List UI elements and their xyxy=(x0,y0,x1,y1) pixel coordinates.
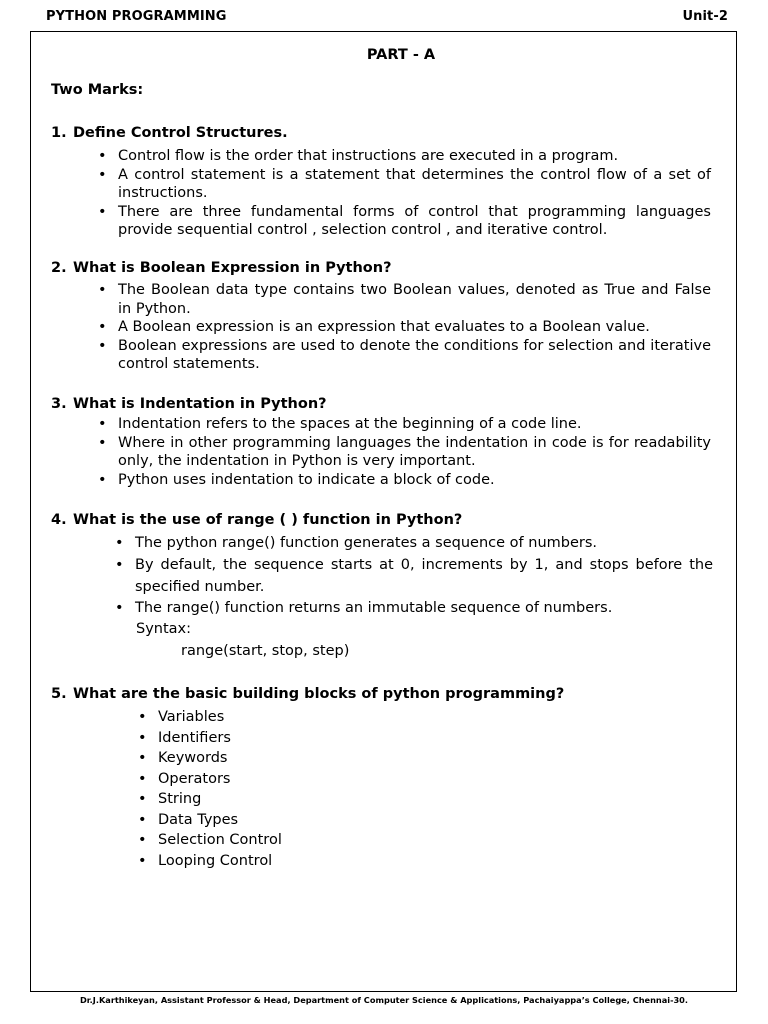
question-number: 1. xyxy=(51,125,67,141)
part-title: PART - A xyxy=(366,47,436,63)
list-item: • Variables xyxy=(136,707,436,728)
syntax-code: range(start, stop, step) xyxy=(181,643,350,659)
list-item: • A control statement is a statement that determines the control flow of a set of instructions. xyxy=(96,166,711,203)
question-number: 4. xyxy=(51,512,67,528)
page-footer: Dr.J.Karthikeyan, Assistant Professor & Head, Department of Computer Science & Applications, Pachaiyappa’s College, Chennai-30. xyxy=(80,995,688,1005)
question-2-bullets xyxy=(96,281,711,374)
question-4-heading xyxy=(51,512,462,528)
header-unit: Unit-2 xyxy=(682,9,728,24)
list-item: • By default, the sequence starts at 0, increments by 1, and stops before the specified number. xyxy=(113,555,713,599)
list-item: • Indentation refers to the spaces at the beginning of a code line. xyxy=(96,415,711,434)
list-item: • Keywords xyxy=(136,748,436,769)
list-item: • Looping Control xyxy=(136,851,436,872)
list-item: • There are three fundamental forms of control that programming languages provide sequential control , selection control , and iterative control. xyxy=(96,203,711,240)
list-item: • String xyxy=(136,789,436,810)
list-item: • The Boolean data type contains two Boolean values, denoted as True and False in Python. xyxy=(96,281,711,318)
question-number: 2. xyxy=(51,260,67,276)
question-1-heading xyxy=(51,125,288,141)
list-item: • Control flow is the order that instructions are executed in a program. xyxy=(96,147,711,166)
list-item: • The python range() function generates a sequence of numbers. xyxy=(113,533,713,555)
question-2-heading xyxy=(51,260,392,276)
question-number: 5. xyxy=(51,686,67,702)
list-item: • Operators xyxy=(136,769,436,790)
section-title: Two Marks: xyxy=(51,82,144,98)
list-item: • Selection Control xyxy=(136,830,436,851)
question-title: What is Indentation in Python? xyxy=(73,396,327,412)
list-item: • Boolean expressions are used to denote the conditions for selection and iterative control statements. xyxy=(96,337,711,374)
question-3-bullets xyxy=(96,415,711,489)
syntax-label: Syntax: xyxy=(136,621,192,637)
list-item: • Identifiers xyxy=(136,728,436,749)
question-title: Define Control Structures. xyxy=(73,125,288,141)
question-5-bullets xyxy=(136,707,436,871)
question-4-bullets xyxy=(113,533,713,620)
question-5-heading xyxy=(51,686,564,702)
list-item: • Data Types xyxy=(136,810,436,831)
question-3-heading xyxy=(51,396,327,412)
list-item: • Python uses indentation to indicate a block of code. xyxy=(96,471,711,490)
list-item: • The range() function returns an immutable sequence of numbers. xyxy=(113,598,713,620)
question-title: What is Boolean Expression in Python? xyxy=(73,260,392,276)
question-title: What is the use of range ( ) function in Python? xyxy=(73,512,463,528)
list-item: • A Boolean expression is an expression that evaluates to a Boolean value. xyxy=(96,318,711,337)
list-item: • Where in other programming languages the indentation in code is for readability only, the indentation in Python is very important. xyxy=(96,434,711,471)
question-title: What are the basic building blocks of python programming? xyxy=(73,686,565,702)
question-1-bullets xyxy=(96,147,711,240)
header-subject: PYTHON PROGRAMMING xyxy=(46,9,227,24)
question-number: 3. xyxy=(51,396,67,412)
